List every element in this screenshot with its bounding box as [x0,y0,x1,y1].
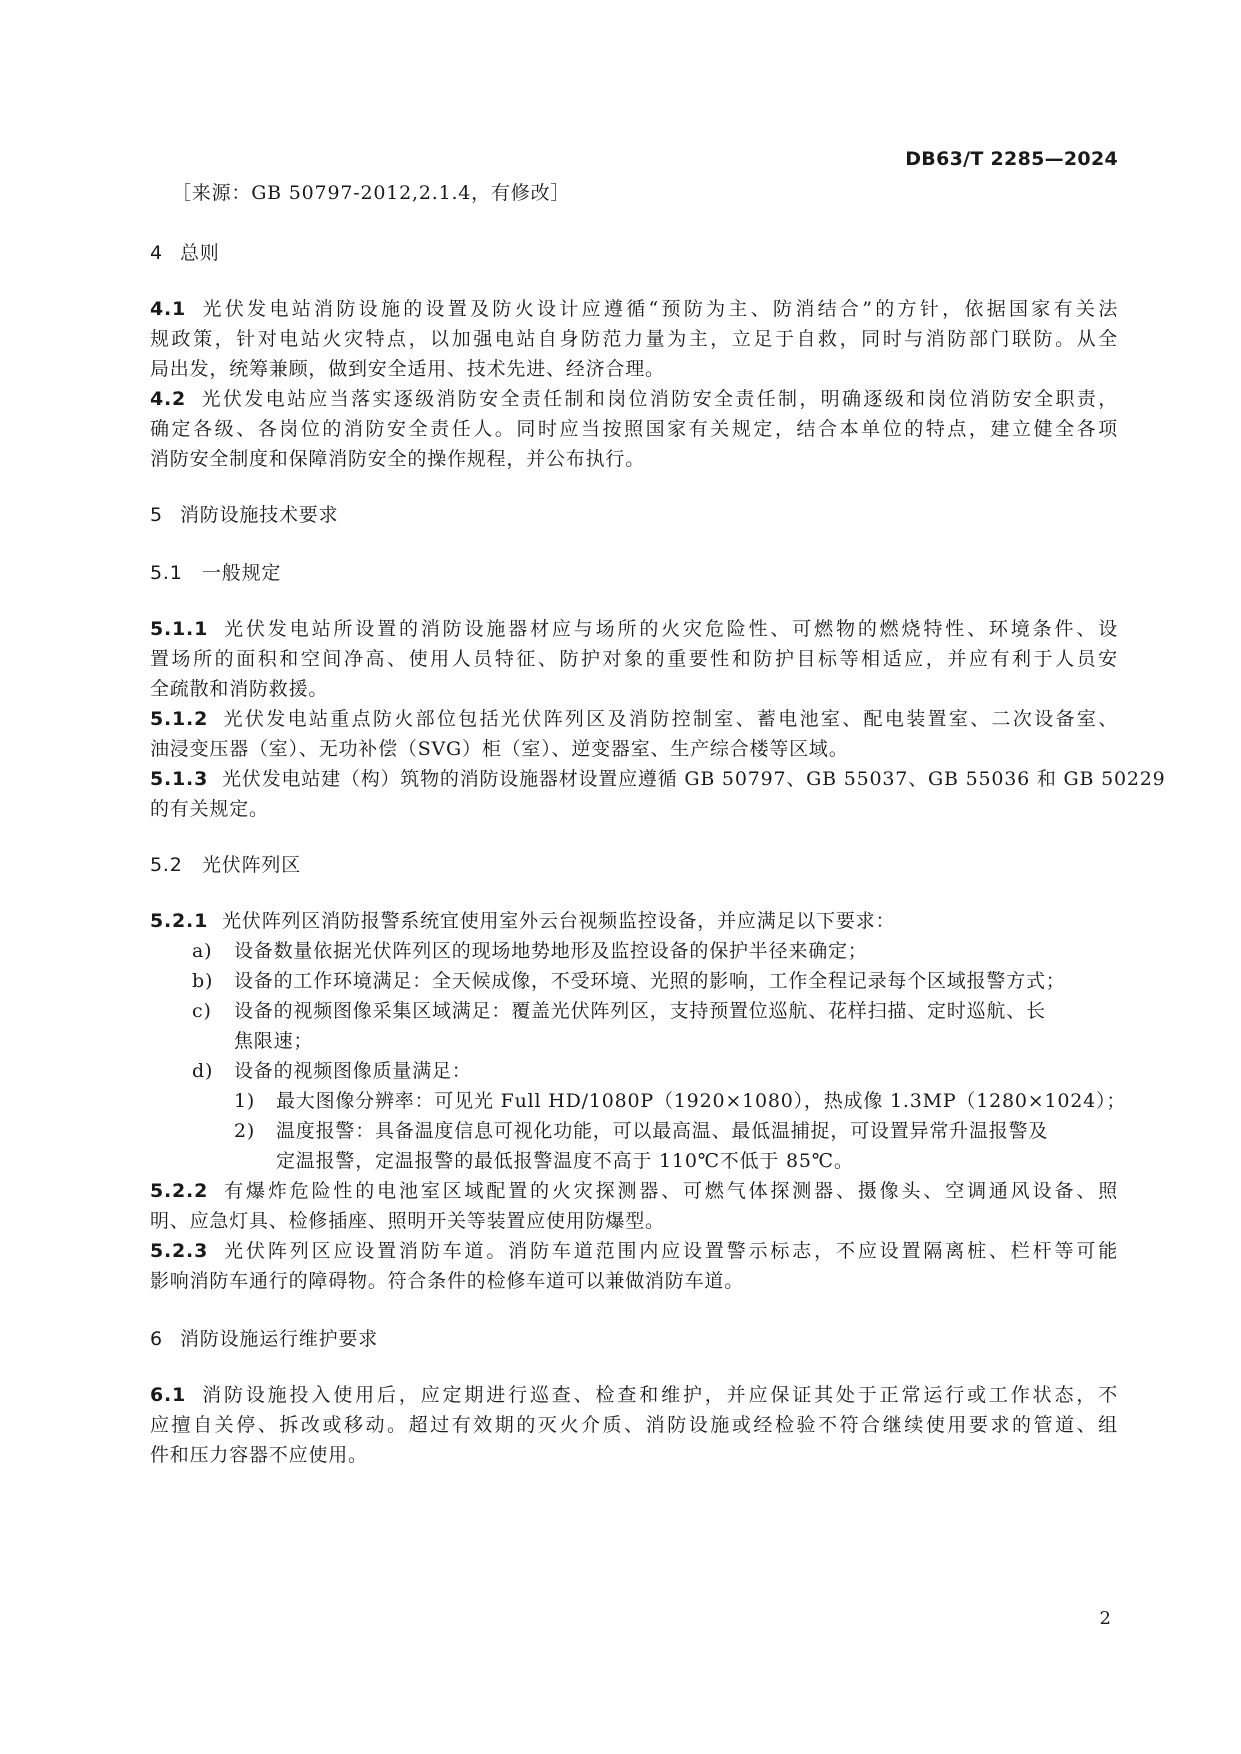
clause-5-1-1-line3: 全疏散和消防救援。 [150,678,329,700]
list-item-d-2-line2: 定温报警，定温报警的最低报警温度不高于 110℃不低于 85℃。 [276,1150,854,1172]
clause-5-1-1-line2: 置场所的面积和空间净高、使用人员特征、防护对象的重要性和防护目标等相适应，并应有利于人员安 [150,648,1118,670]
source-note: ［来源：GB 50797-2012,2.1.4，有修改］ [172,182,571,204]
clause-4-1: 4.1 光伏发电站消防设施的设置及防火设计应遵循“预防为主、防消结合”的方针，依据国家有关法 [150,298,1118,320]
clause-4-2: 4.2 光伏发电站应当落实逐级消防安全责任制和岗位消防安全责任制，明确逐级和岗位消防安全职责， [150,388,1118,410]
clause-4-2-line3: 消防安全制度和保障消防安全的操作规程，并公布执行。 [150,448,646,470]
section-5-heading: 5 消防设施技术要求 [150,504,339,526]
clause-6-1-line2: 应擅自关停、拆改或移动。超过有效期的灭火介质、消防设施或经检验不符合继续使用要求的管道、组 [150,1414,1118,1436]
list-item-d: d) 设备的视频图像质量满足： [192,1060,472,1082]
list-item-c-line2: 焦限速； [234,1030,314,1052]
clause-5-1-3: 5.1.3 光伏发电站建（构）筑物的消防设施器材设置应遵循 GB 50797、GB 55037、GB 55036 和 GB 50229 [150,768,1166,790]
clause-5-1-3-line2: 的有关规定。 [150,798,269,820]
clause-5-2-2-line2: 明、应急灯具、检修插座、照明开关等装置应使用防爆型。 [150,1210,665,1232]
document-code: DB63/T 2285—2024 [905,148,1118,170]
clause-4-1-line2: 规政策，针对电站火灾特点，以加强电站自身防范力量为主，立足于自救，同时与消防部门联防。从全 [150,328,1118,350]
subsection-5-1-heading: 5.1 一般规定 [150,562,282,584]
clause-5-2-3-line2: 影响消防车通行的障碍物。符合条件的检修车道可以兼做消防车道。 [150,1270,745,1292]
clause-5-1-2-line2: 油浸变压器（室）、无功补偿（SVG）柜（室）、逆变器室、生产综合楼等区域。 [150,738,849,760]
list-item-c: c) 设备的视频图像采集区域满足：覆盖光伏阵列区，支持预置位巡航、花样扫描、定时巡航、长 [192,1000,1046,1022]
clause-5-1-1: 5.1.1 光伏发电站所设置的消防设施器材应与场所的火灾危险性、可燃物的燃烧特性、环境条件、设 [150,618,1118,640]
clause-6-1: 6.1 消防设施投入使用后，应定期进行巡查、检查和维护，并应保证其处于正常运行或工作状态，不 [150,1384,1118,1406]
list-item-d-1: 1) 最大图像分辨率：可见光 Full HD/1080P（1920×1080），热成像 1.3MP（1280×1024）； [234,1090,1127,1112]
clause-4-2-line2: 确定各级、各岗位的消防安全责任人。同时应当按照国家有关规定，结合本单位的特点，建立健全各项 [150,418,1118,440]
clause-5-2-2: 5.2.2 有爆炸危险性的电池室区域配置的火灾探测器、可燃气体探测器、摄像头、空调通风设备、照 [150,1180,1118,1202]
page-number: 2 [1099,1608,1111,1629]
list-item-d-2: 2) 温度报警：具备温度信息可视化功能，可以最高温、最低温捕捉，可设置异常升温报警及 [234,1120,1049,1142]
clause-4-1-line3: 局出发，统筹兼顾，做到安全适用、技术先进、经济合理。 [150,358,665,380]
clause-5-2-1: 5.2.1 光伏阵列区消防报警系统宜使用室外云台视频监控设备，并应满足以下要求： [150,910,896,932]
list-item-b: b) 设备的工作环境满足：全天候成像，不受环境、光照的影响，工作全程记录每个区域报警方式； [192,970,1066,992]
clause-5-2-3: 5.2.3 光伏阵列区应设置消防车道。消防车道范围内应设置警示标志，不应设置隔离桩、栏杆等可能 [150,1240,1118,1262]
section-4-heading: 4 总则 [150,242,220,264]
section-6-heading: 6 消防设施运行维护要求 [150,1328,379,1350]
subsection-5-2-heading: 5.2 光伏阵列区 [150,854,302,876]
clause-6-1-line3: 件和压力容器不应使用。 [150,1444,368,1466]
clause-5-1-2: 5.1.2 光伏发电站重点防火部位包括光伏阵列区及消防控制室、蓄电池室、配电装置室、二次设备室、 [150,708,1118,730]
list-item-a: a) 设备数量依据光伏阵列区的现场地势地形及监控设备的保护半径来确定； [192,940,868,962]
